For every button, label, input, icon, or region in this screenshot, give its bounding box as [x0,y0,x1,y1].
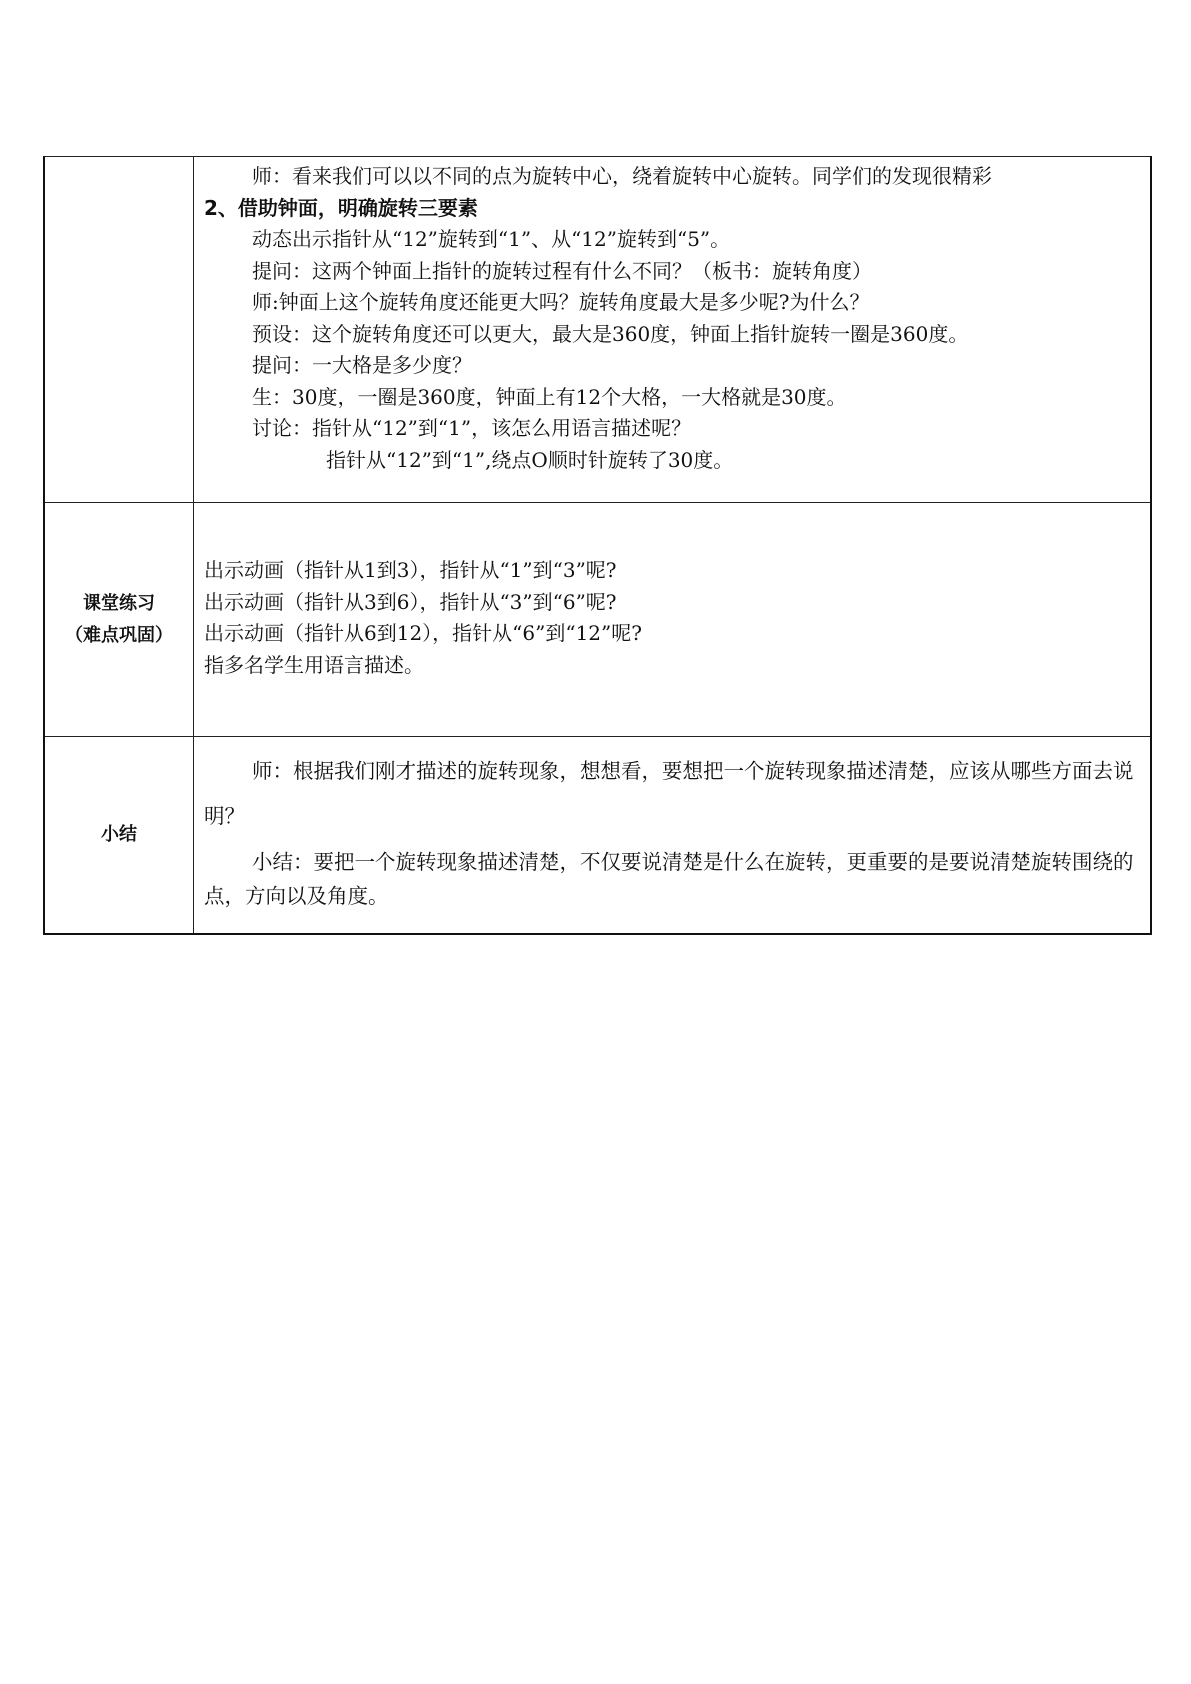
content-cell-summary [194,737,1152,935]
label-cell-empty [44,157,194,503]
content-line: 讨论：指针从“12”到“1”，该怎么用语言描述呢？ [252,416,692,440]
content-cell-practice [194,503,1152,737]
practice-sublabel: （难点巩固） [65,624,173,646]
practice-line: 指多名学生用语言描述。 [204,652,424,677]
summary-label: 小结 [101,824,137,845]
content-line: 提问：这两个钟面上指针的旋转过程有什么不同？（板书：旋转角度） [252,258,872,283]
summary-paragraph-conclusion: 小结：要把一个旋转现象描述清楚，不仅要说清楚是什么在旋转，更重要的是要说清楚旋转围绕的点，方向以及角度。 [204,850,1134,908]
label-cell-practice [44,503,194,737]
content-line: 预设：这个旋转角度还可以更大，最大是360度，钟面上指针旋转一圈是360度。 [252,321,969,346]
practice-line: 出示动画（指针从3到6），指针从“3”到“6”呢? [204,589,617,614]
content-line: 动态出示指针从“12”旋转到“1”、从“12”旋转到“5”。 [252,227,731,251]
content-line: 师:钟面上这个旋转角度还能更大吗？旋转角度最大是多少呢?为什么？ [252,290,870,314]
table-row-practice [44,503,1151,737]
practice-line: 出示动画（指针从6到12），指针从“6”到“12”呢? [204,621,642,645]
label-cell-summary [44,737,194,935]
content-line: 生：30度，一圈是360度，钟面上有12个大格，一大格就是30度。 [252,384,847,409]
table-row-rotation [44,157,1151,503]
section-heading: 2、借助钟面，明确旋转三要素 [204,195,478,220]
intro-line: 师：看来我们可以以不同的点为旋转中心，绕着旋转中心旋转。同学们的发现很精彩 [252,164,992,188]
lesson-plan-table [43,156,1152,935]
answer-line: 指针从“12”到“1”,绕点O顺时针旋转了30度。 [326,447,734,472]
practice-label: 课堂练习 [83,592,155,614]
content-cell-rotation [194,157,1152,503]
content-line: 提问：一大格是多少度？ [252,353,472,377]
practice-line: 出示动画（指针从1到3），指针从“1”到“3”呢? [204,558,617,582]
table-row-summary [44,737,1151,935]
summary-paragraph-question: 师：根据我们刚才描述的旋转现象，想想看，要想把一个旋转现象描述清楚，应该从哪些方面去说明？ [204,759,1134,828]
